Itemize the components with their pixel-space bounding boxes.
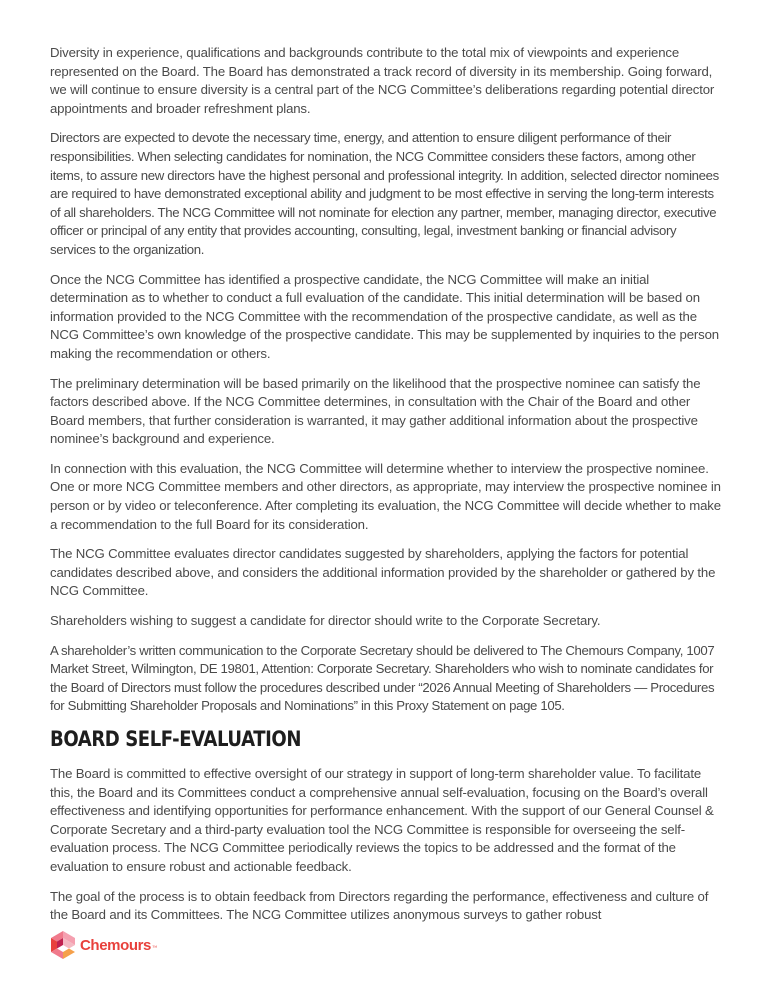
chemours-logo bbox=[50, 930, 157, 960]
paragraph-diversity: Diversity in experience, qualifications and backgrounds contribute to the total mix of viewpoints and experience represented on the Board. The Board has demonstrated a track record of diversity in its membership. Going forward, we will continue to ensure diversity is a central part of the NCG Committee’s deliberations regarding potential director appointments and broader refreshment plans. bbox=[50, 45, 715, 116]
paragraph-director-expectations: Directors are expected to devote the necessary time, energy, and attention to ensure diligent performance of their responsibilities. When selecting candidates for nomination, the NCG Committee considers these factors, among other items, to assure new directors have the highest personal and professional integrity. In addition, selected director nominees are required to have demonstrated exceptional ability and judgment to be most effective in serving the long-term interests of all shareholders. The NCG Committee will not nominate for election any partner, member, managing director, executive officer or principal of any entity that provides accounting, consulting, legal, investment banking or financial advisory services to the organization. bbox=[50, 130, 719, 257]
paragraph-interview: In connection with this evaluation, the NCG Committee will determine whether to interview the prospective nominee. One or more NCG Committee members and other directors, as appropriate, may interview the prospective nominee in person or by video or teleconference. After completing its evaluation, the NCG Committee will decide whether to make a recommendation to the full Board for its consideration. bbox=[50, 460, 721, 532]
paragraph-self-evaluation-oversight: The Board is committed to effective oversight of our strategy in support of long-term shareholder value. To facilitate this, the Board and its Committees conduct a comprehensive annual self-evaluation, focusing on the Board’s overall effectiveness and identifying opportunities for performance enhancement. With the support of our General Counsel & Corporate Secretary and a third-party evaluation tool the NCG Committee is responsible for overseeing the self-evaluation process. The NCG Committee periodically reviews the topics to be addressed and the format of the evaluation to ensure robust and actionable feedback. bbox=[50, 766, 714, 874]
chemours-logo-icon bbox=[50, 930, 76, 960]
chemours-logo-text: Chemours bbox=[80, 936, 151, 954]
paragraph-initial-determination: Once the NCG Committee has identified a prospective candidate, the NCG Committee will make an initial determination as to whether to conduct a full evaluation of the candidate. This initial determination will be based on information provided to the NCG Committee with the recommendation of the prospective candidate, as well as the NCG Committee’s own knowledge of the prospective candidate. This may be supplemented by inquiries to the person making the recommendation or others. bbox=[50, 271, 719, 361]
paragraph-write-secretary: Shareholders wishing to suggest a candidate for director should write to the Corporate Secretary. bbox=[50, 613, 601, 629]
paragraph-self-evaluation-goal: The goal of the process is to obtain feedback from Directors regarding the performance, effectiveness and culture of the Board and its Committees. The NCG Committee utilizes anonymous surveys to gather robust bbox=[50, 888, 709, 923]
paragraph-preliminary-determination: The preliminary determination will be based primarily on the likelihood that the prospective nominee can satisfy the factors described above. If the NCG Committee determines, in consultation with the Chair of the Board and other Board members, that further consideration is warranted, it may gather additional information about the prospective nominee’s background and experience. bbox=[50, 375, 701, 447]
paragraph-shareholder-candidates: The NCG Committee evaluates director candidates suggested by shareholders, applying the factors for potential candidates described above, and considers the additional information provided by the shareholder or gathered by the NCG Committee. bbox=[50, 546, 716, 599]
document-page bbox=[50, 44, 722, 936]
section-heading-board-self-evaluation: BOARD SELF-EVALUATION bbox=[50, 727, 302, 751]
trademark-symbol: ™ bbox=[151, 945, 157, 951]
paragraph-communication-address: A shareholder’s written communication to the Corporate Secretary should be delivered to The Chemours Company, 1007 Market Street, Wilmington, DE 19801, Attention: Corporate Secretary. Shareholders who wish to nominate candidates for the Board of Directors must follow the procedures described under “2026 Annual Meeting of Shareholders — Procedures for Submitting Shareholder Proposals and Nominations” in this Proxy Statement on page 105. bbox=[50, 642, 715, 714]
